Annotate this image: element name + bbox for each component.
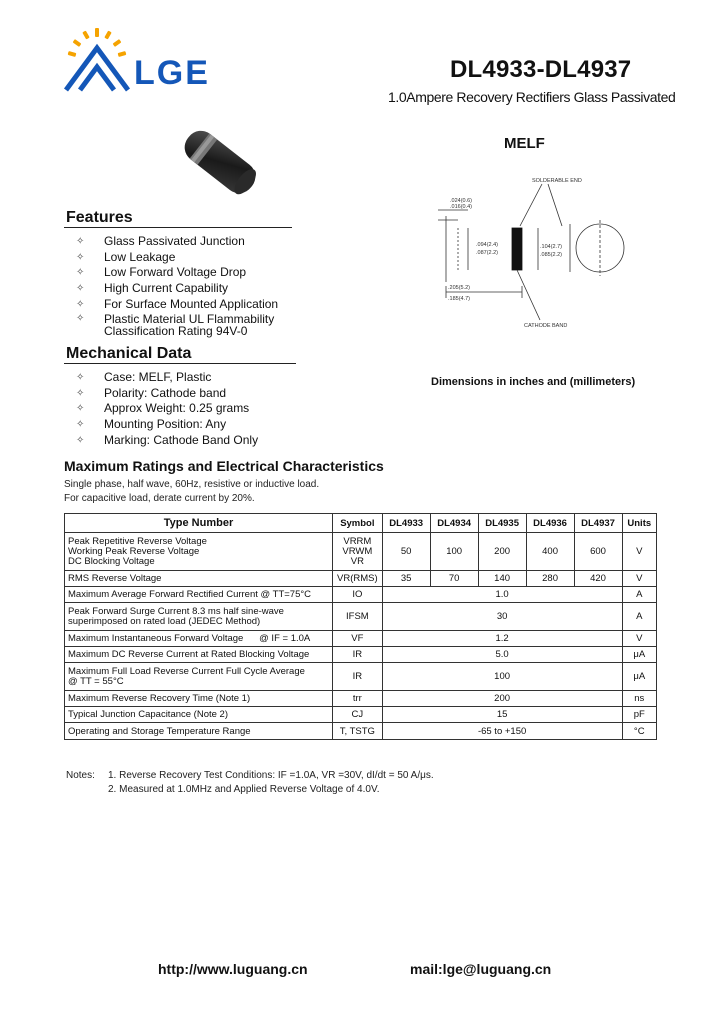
col-dl4934: DL4934 xyxy=(430,514,478,533)
table-row xyxy=(65,663,657,691)
dim-a1: .024(0.6) xyxy=(450,198,473,204)
cathode-band-label: CATHODE BAND xyxy=(524,323,568,329)
table-row xyxy=(65,533,657,571)
table-row xyxy=(65,603,657,631)
bullet-icon: ✧ xyxy=(76,419,85,431)
dimensions-caption: Dimensions in inches and (millimeters) xyxy=(431,376,636,388)
param-cell: Maximum Reverse Recovery Time (Note 1) xyxy=(65,691,333,707)
list-item: ✧ Low Leakage xyxy=(76,249,176,264)
company-logo xyxy=(62,26,232,96)
table-row xyxy=(65,723,657,740)
param-cell: Maximum Average Forward Rectified Current @ TT=75°C xyxy=(65,587,333,603)
value-cell: 280 xyxy=(526,571,574,587)
unit-cell: °C xyxy=(622,723,656,740)
value-cell: -65 to +150 xyxy=(382,723,622,740)
value-cell: 1.2 xyxy=(382,631,622,647)
symbol-cell: VRRM VRWM VR xyxy=(333,533,383,571)
col-dl4935: DL4935 xyxy=(478,514,526,533)
value-cell: 600 xyxy=(574,533,622,571)
list-item: ✧ Plastic Material UL Flammability Classification Rating 94V-0 xyxy=(76,311,275,338)
solderable-end-label: SOLDERABLE END xyxy=(532,178,582,184)
table-row xyxy=(65,707,657,723)
symbol-cell: IO xyxy=(333,587,383,603)
unit-cell: ns xyxy=(622,691,656,707)
symbol-cell: IFSM xyxy=(333,603,383,631)
notes-label: Notes: xyxy=(66,770,95,781)
list-item: ✧ Polarity: Cathode band xyxy=(76,385,227,400)
table-row xyxy=(65,691,657,707)
list-item: ✧ Case: MELF, Plastic xyxy=(76,370,212,384)
bullet-icon: ✧ xyxy=(76,403,85,415)
dimension-drawing xyxy=(420,170,640,335)
param-cell: Maximum Full Load Reverse Current Full Cycle Average @ TT = 55°C xyxy=(65,663,333,691)
features-rule xyxy=(64,227,292,228)
list-item: ✧ Marking: Cathode Band Only xyxy=(76,432,259,447)
dim-c1: .104(2.7) xyxy=(540,244,563,250)
col-units: Units xyxy=(622,514,656,533)
table-row xyxy=(65,587,657,603)
value-cell: 15 xyxy=(382,707,622,723)
symbol-cell: VR(RMS) xyxy=(333,571,383,587)
email-link[interactable]: mail:lge@luguang.cn xyxy=(410,961,552,977)
col-type-number: Type Number xyxy=(65,514,333,533)
value-cell: 100 xyxy=(382,663,622,691)
value-cell: 50 xyxy=(382,533,430,571)
dim-b1: .094(2.4) xyxy=(476,242,499,248)
list-item: ✧ Low Forward Voltage Drop xyxy=(76,265,247,280)
symbol-cell: T, TSTG xyxy=(333,723,383,740)
list-item: ✧ For Surface Mounted Application xyxy=(76,296,279,311)
value-cell: 5.0 xyxy=(382,647,622,663)
bullet-icon: ✧ xyxy=(76,312,85,324)
table-row xyxy=(65,571,657,587)
melf-diode-photo xyxy=(170,112,270,212)
note-1: 1. Reverse Recovery Test Conditions: IF =1.0A, VR =30V, dI/dt = 50 A/μs. xyxy=(108,770,434,781)
value-cell: 400 xyxy=(526,533,574,571)
mechanical-heading: Mechanical Data xyxy=(66,345,192,362)
value-cell: 200 xyxy=(478,533,526,571)
bullet-icon: ✧ xyxy=(76,236,85,247)
bullet-icon: ✧ xyxy=(76,267,85,279)
bullet-icon: ✧ xyxy=(76,387,85,399)
table-row xyxy=(65,631,657,647)
symbol-cell: CJ xyxy=(333,707,383,723)
value-cell: 140 xyxy=(478,571,526,587)
value-cell: 1.0 xyxy=(382,587,622,603)
param-cell: Operating and Storage Temperature Range xyxy=(65,723,333,740)
param-cell: Peak Repetitive Reverse Voltage Working Peak Reverse Voltage DC Blocking Voltage xyxy=(65,533,333,571)
unit-cell: A xyxy=(622,603,656,631)
col-dl4936: DL4936 xyxy=(526,514,574,533)
symbol-cell: IR xyxy=(333,663,383,691)
param-cell: RMS Reverse Voltage xyxy=(65,571,333,587)
ratings-note-1: Single phase, half wave, 60Hz, resistive or inductive load. xyxy=(64,479,320,490)
param-cell: Peak Forward Surge Current 8.3 ms half sine-wave superimposed on rated load (JEDEC Method) xyxy=(65,603,333,631)
value-cell: 200 xyxy=(382,691,622,707)
dim-d2: .185(4.7) xyxy=(448,296,471,302)
param-cell: Maximum Instantaneous Forward Voltage @ IF = 1.0A xyxy=(65,631,333,647)
col-dl4933: DL4933 xyxy=(382,514,430,533)
ratings-heading: Maximum Ratings and Electrical Characteristics xyxy=(64,458,384,474)
unit-cell: μA xyxy=(622,647,656,663)
features-heading: Features xyxy=(66,209,133,226)
mechanical-rule xyxy=(64,363,296,364)
features-list xyxy=(64,234,304,337)
symbol-cell: VF xyxy=(333,631,383,647)
package-name: MELF xyxy=(504,135,545,152)
bullet-icon: ✧ xyxy=(76,434,85,446)
ratings-note-2: For capacitive load, derate current by 20%. xyxy=(64,493,255,504)
param-cell: Typical Junction Capacitance (Note 2) xyxy=(65,707,333,723)
ratings-table xyxy=(64,513,657,740)
website-link[interactable]: http://www.luguang.cn xyxy=(158,961,308,977)
part-number-title: DL4933-DL4937 xyxy=(450,56,632,83)
note-2: 2. Measured at 1.0MHz and Applied Reverse Voltage of 4.0V. xyxy=(108,784,380,795)
table-row xyxy=(65,647,657,663)
value-cell: 30 xyxy=(382,603,622,631)
unit-cell: μA xyxy=(622,663,656,691)
dim-b2: .087(2.2) xyxy=(476,250,499,256)
dim-d1: .205(5.2) xyxy=(448,285,471,291)
unit-cell: A xyxy=(622,587,656,603)
col-dl4937: DL4937 xyxy=(574,514,622,533)
bullet-icon: ✧ xyxy=(76,251,85,263)
unit-cell: V xyxy=(622,533,656,571)
value-cell: 100 xyxy=(430,533,478,571)
bullet-icon: ✧ xyxy=(76,372,85,383)
unit-cell: pF xyxy=(622,707,656,723)
value-cell: 420 xyxy=(574,571,622,587)
value-cell: 35 xyxy=(382,571,430,587)
list-item: ✧ High Current Capability xyxy=(76,281,229,296)
dim-a2: .016(0.4) xyxy=(450,204,473,210)
logo-text: LGE xyxy=(134,54,210,92)
bullet-icon: ✧ xyxy=(76,298,85,310)
param-cell: Maximum DC Reverse Current at Rated Blocking Voltage xyxy=(65,647,333,663)
symbol-cell: IR xyxy=(333,647,383,663)
dim-c2: .085(2.2) xyxy=(540,252,563,258)
logo-emblem-icon xyxy=(62,26,140,94)
symbol-cell: trr xyxy=(333,691,383,707)
product-subtitle: 1.0Ampere Recovery Rectifiers Glass Passivated xyxy=(388,89,676,105)
mechanical-list xyxy=(64,370,304,449)
bullet-icon: ✧ xyxy=(76,283,85,295)
col-symbol: Symbol xyxy=(333,514,383,533)
list-item: ✧ Approx Weight: 0.25 grams xyxy=(76,401,250,416)
list-item: ✧ Mounting Position: Any xyxy=(76,417,227,432)
unit-cell: V xyxy=(622,631,656,647)
unit-cell: V xyxy=(622,571,656,587)
value-cell: 70 xyxy=(430,571,478,587)
table-header-row xyxy=(65,514,657,533)
list-item: ✧ Glass Passivated Junction xyxy=(76,234,245,248)
